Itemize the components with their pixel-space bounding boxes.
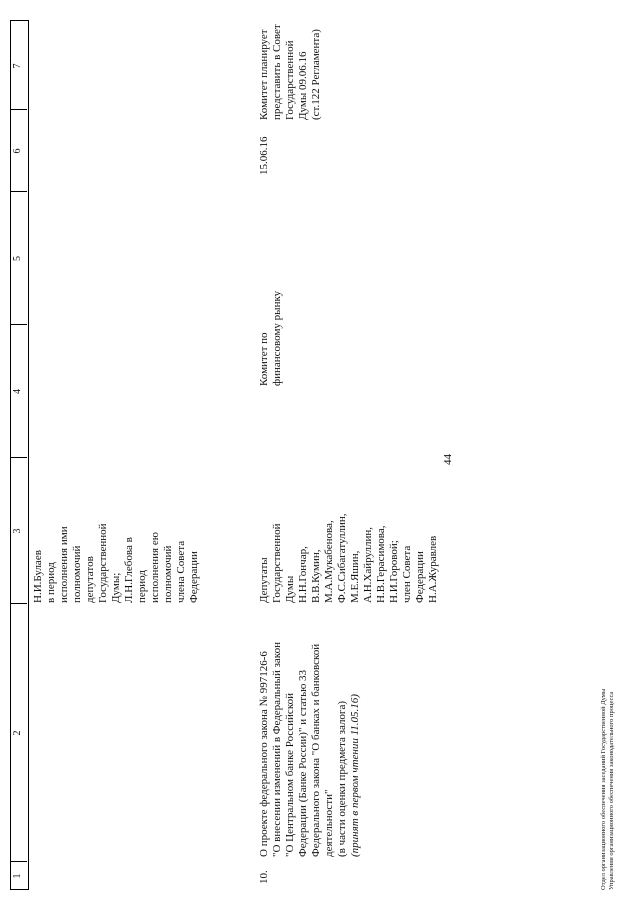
row-number: 10. [258,870,270,884]
first-reading-note: (принят в первом чтении 11.05.16) [349,694,361,857]
column-header-6: 6 [12,148,23,154]
responsible-committee: Комитет по финансовому рынку [258,290,283,386]
column-header-7: 7 [12,63,23,69]
column-header-1: 1 [12,873,23,879]
column-header-4: 4 [12,389,23,394]
page-number: 44 [442,454,454,465]
committee-plan: Комитет планирует представить в Совет Государственной Думы 09.06.16 (ст.122 Регламента) [258,24,322,120]
column-header-3: 3 [12,528,23,534]
column-header-5: 5 [12,256,23,261]
bill-title: О проекте федерального закона № 997126-6 "О внесении изменений в Федеральный закон "О Центральном банке Российской Федерации (Банке России)" и статью 33 Федерального закона "О банках и банковской деятельности" (в части оценки предмета залога) (принят в первом чтении 11.05.16) [258,642,361,857]
bill-authors: Депутаты Государственной Думы Н.Н.Гончар, В.В.Кумин, М.А.Мукабенова, Ф.С.Сибагатуллин, М.Е.Яшин, А.Н.Хайруллин, Н.В.Герасимова, Н.И.Горовой; член Совета Федерации Н.А.Журавлев [258,513,439,603]
column-header-2: 2 [12,730,23,736]
page-footer: Отдел организационного обеспечения заседаний Государственной Думы Управления организационного обеспечения законодательного процесса [600,688,615,890]
review-date: 15.06.16 [258,136,270,175]
continuation-authors: Н.И.Булаев в период исполнения ими полномочий депутатов Государственной Думы; Л.Н.Глебова в период исполнения ею полномочий члена Совета Федерации [32,523,200,603]
